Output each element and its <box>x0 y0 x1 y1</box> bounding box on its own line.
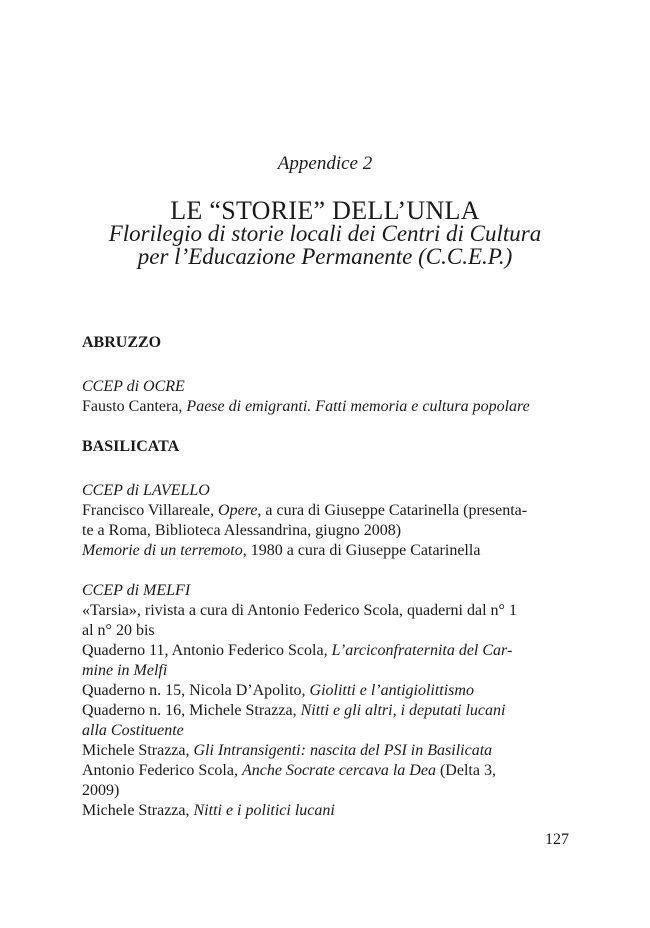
page-title: LE “STORIE” DELL’UNLA <box>170 196 480 225</box>
center-group-ocre <box>82 377 570 417</box>
bibliography-entry <box>82 397 570 417</box>
bibliography-entry <box>82 501 570 541</box>
entry-author: Michele Strazza, <box>82 802 194 819</box>
page-number: 127 <box>545 831 569 848</box>
entry-author: Michele Strazza, <box>82 742 194 759</box>
bibliography-entry <box>82 761 570 801</box>
entry-text: (Delta 3, <box>435 762 496 779</box>
entry-title: L’arciconfraternita del Car- <box>331 642 513 659</box>
entry-author: Quaderno n. 15, Nicola D’Apolito, <box>82 682 310 699</box>
region-heading-abruzzo: ABRUZZO <box>82 334 162 351</box>
region-heading-basilicata: BASILICATA <box>82 438 180 455</box>
center-heading-ocre: CCEP di OCRE <box>82 378 185 395</box>
entry-title: Anche Socrate cercava la Dea <box>241 762 436 779</box>
entry-author: Fausto Cantera, <box>82 398 187 415</box>
bibliography-entry <box>82 801 570 821</box>
appendix-label: Appendice 2 <box>277 153 373 174</box>
entry-text: al n° 20 bis <box>82 622 155 639</box>
entry-author: Quaderno n. 16, Michele Strazza, <box>82 702 301 719</box>
entry-title: , Opere, <box>210 502 262 519</box>
center-group-melfi <box>82 581 570 821</box>
subtitle-line-1: Florilegio di storie locali dei Centri di Cultura <box>108 221 542 246</box>
bibliography-entry <box>82 741 570 761</box>
entry-author: Antonio Federico Scola, <box>82 762 242 779</box>
entry-text: , 1980 a cura di Giuseppe Catarinella <box>242 542 481 559</box>
entry-text: 2009) <box>82 782 120 799</box>
bibliography-entry <box>82 601 570 641</box>
entry-title: Paese di emigranti. Fatti memoria e cultura popolare <box>186 398 530 415</box>
center-heading-melfi: CCEP di MELFI <box>82 582 191 599</box>
entry-author: Quaderno 11, Antonio Federico Scola, <box>82 642 332 659</box>
entry-text: te a Roma, Biblioteca Alessandrina, giugno 2008) <box>82 522 402 539</box>
entry-title: Giolitti e l’antigiolittismo <box>309 682 474 699</box>
page-content <box>82 333 570 821</box>
bibliography-entry <box>82 541 570 561</box>
entry-title: Nitti e i politici lucani <box>193 802 335 819</box>
bibliography-entry <box>82 641 570 681</box>
entry-text: a cura di Giuseppe Catarinella (presenta- <box>261 502 528 519</box>
center-heading-lavello: CCEP di LAVELLO <box>82 482 210 499</box>
entry-title: Memorie di un terremoto <box>82 542 243 559</box>
subtitle-line-2: per l’Educazione Permanente (C.C.E.P.) <box>137 244 513 269</box>
entry-title: Nitti e gli altri, i deputati lucani <box>300 702 506 719</box>
entry-title: mine in Melfi <box>82 662 168 679</box>
bibliography-entry <box>82 701 570 741</box>
entry-author: Francisco Villareale <box>82 502 211 519</box>
entry-title: Gli Intransigenti: nascita del PSI in Basilicata <box>193 742 493 759</box>
entry-text: «Tarsia», rivista a cura di Antonio Federico Scola, quaderni dal n° 1 <box>82 602 517 619</box>
bibliography-entry <box>82 681 570 701</box>
center-group-lavello <box>82 481 570 561</box>
entry-title: alla Costituente <box>82 722 184 739</box>
